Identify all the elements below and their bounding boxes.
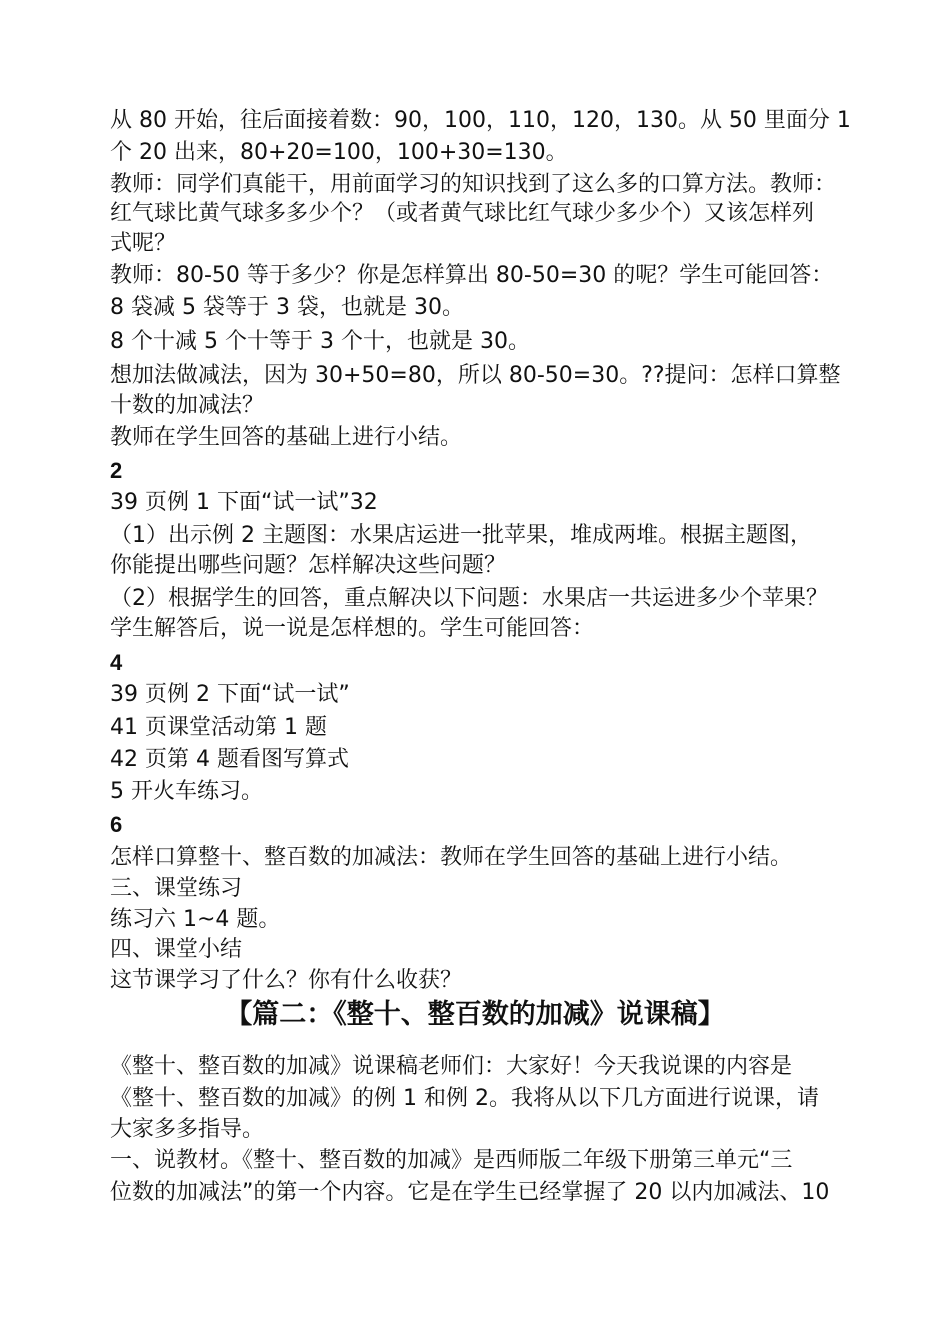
text-line: 42 页第 4 题看图写算式: [110, 747, 349, 772]
text-line: 你能提出哪些问题？怎样解决这些问题？: [110, 553, 507, 578]
text-line: （2）根据学生的回答，重点解决以下问题：水果店一共运进多少个苹果？: [110, 586, 828, 611]
text-line: 教师：同学们真能干，用前面学习的知识找到了这么多的口算方法。教师：: [110, 172, 837, 197]
text-line: 《整十、整百数的加减》说课稿老师们：大家好！今天我说课的内容是: [110, 1054, 793, 1079]
text-line: 个 20 出来，80+20=100，100+30=130。: [110, 140, 568, 165]
text-line: 41 页课堂活动第 1 题: [110, 715, 327, 740]
step-number: 2: [110, 458, 123, 483]
step-number: 4: [110, 650, 123, 675]
text-line: 想加法做减法，因为 30+50=80，所以 80-50=30。??提问：怎样口算整: [110, 363, 841, 388]
text-line: 学生解答后，说一说是怎样想的。学生可能回答：: [110, 616, 595, 641]
text-line: 教师在学生回答的基础上进行小结。: [110, 425, 463, 450]
text-line: 十数的加减法？: [110, 393, 265, 418]
text-line: 位数的加减法”的第一个内容。它是在学生已经掌握了 20 以内加减法、10: [110, 1180, 830, 1205]
text-line: 《整十、整百数的加减》的例 1 和例 2。我将从以下几方面进行说课，请: [110, 1086, 819, 1111]
section-heading: 【篇二：《整十、整百数的加减》说课稿】: [225, 999, 725, 1030]
text-line: 8 袋减 5 袋等于 3 袋，也就是 30。: [110, 295, 464, 320]
section-title: 三、课堂练习: [110, 876, 243, 901]
text-line: 怎样口算整十、整百数的加减法：教师在学生回答的基础上进行小结。: [110, 845, 793, 870]
text-line: 式呢？: [110, 231, 177, 256]
text-line: 这节课学习了什么？你有什么收获？: [110, 968, 463, 993]
text-line: 5 开火车练习。: [110, 779, 263, 804]
text-line: 教师：80-50 等于多少？你是怎样算出 80-50=30 的呢？学生可能回答：: [110, 263, 834, 288]
text-line: 大家多多指导。: [110, 1117, 265, 1142]
text-line: 练习六 1~4 题。: [110, 907, 281, 932]
text-line: 一、说教材。《整十、整百数的加减》是西师版二年级下册第三单元“三: [110, 1148, 793, 1173]
text-line: 39 页例 1 下面“试一试”32: [110, 490, 378, 515]
text-line: （1）出示例 2 主题图：水果店运进一批苹果，堆成两堆。根据主题图，: [110, 523, 812, 548]
text-line: 从 80 开始，往后面接着数：90，100，110，120，130。从 50 里面分 1: [110, 108, 851, 133]
text-line: 39 页例 2 下面“试一试”: [110, 682, 350, 707]
text-line: 8 个十减 5 个十等于 3 个十，也就是 30。: [110, 329, 530, 354]
text-line: 红气球比黄气球多多少个？（或者黄气球比红气球少多少个）又该怎样列: [110, 201, 815, 226]
step-number: 6: [110, 812, 123, 837]
section-title: 四、课堂小结: [110, 937, 243, 962]
